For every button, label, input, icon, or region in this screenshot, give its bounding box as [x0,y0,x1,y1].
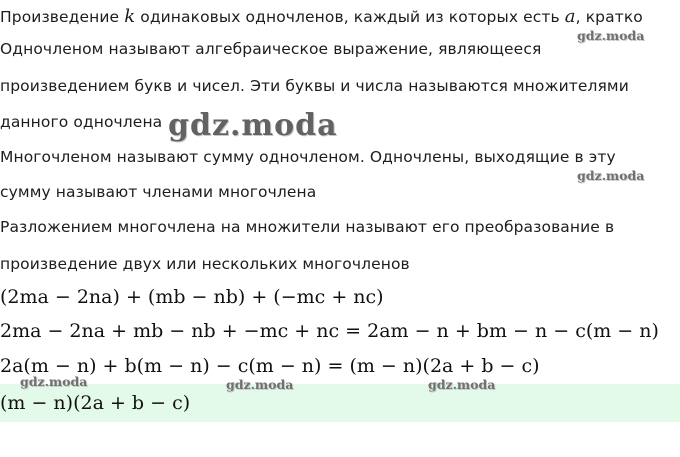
watermark-bottom-right: gdz.moda [428,377,496,392]
text-line-6: сумму называют членами многочлена [0,183,317,201]
watermark-top-right: gdz.moda [577,28,645,43]
math-line-4-answer: (m − n)(2a + b − c) [0,392,191,414]
text-line-1-after: , кратко [575,8,643,26]
variable-k: k [124,6,136,27]
text-line-5: Многочленом называют сумму одночленом. Одночлены, выходящие в эту [0,148,616,166]
text-line-7: Разложением многочлена на множители называют его преобразование в [0,218,615,236]
text-line-1-middle: одинаковых одночленов, каждый из которых есть [135,8,565,26]
math-line-3: 2a(m − n) + b(m − n) − c(m − n) = (m − n)(2a + b − c) [0,355,540,377]
watermark-bottom-left: gdz.moda [20,374,88,389]
watermark-bottom-center: gdz.moda [226,377,294,392]
math-line-1: (2ma − 2na) + (mb − nb) + (−mc + nc) [0,286,384,308]
text-line-2: Одночленом называют алгебраическое выражение, являющееся [0,40,542,58]
text-line-1 [0,6,643,27]
math-line-2: 2ma − 2na + mb − nb + −mc + nc = 2am − n + bm − n − c(m − n) [0,320,659,342]
watermark-center: gdz.moda [168,108,338,143]
text-line-1-before: Произведение [0,8,125,26]
variable-a: a [564,6,576,27]
text-line-4: данного одночлена [0,113,163,131]
watermark-middle-right: gdz.moda [577,168,645,183]
text-line-3: произведением букв и чисел. Эти буквы и числа называются множителями [0,77,629,95]
text-line-8: произведение двух или нескольких многочленов [0,255,410,273]
